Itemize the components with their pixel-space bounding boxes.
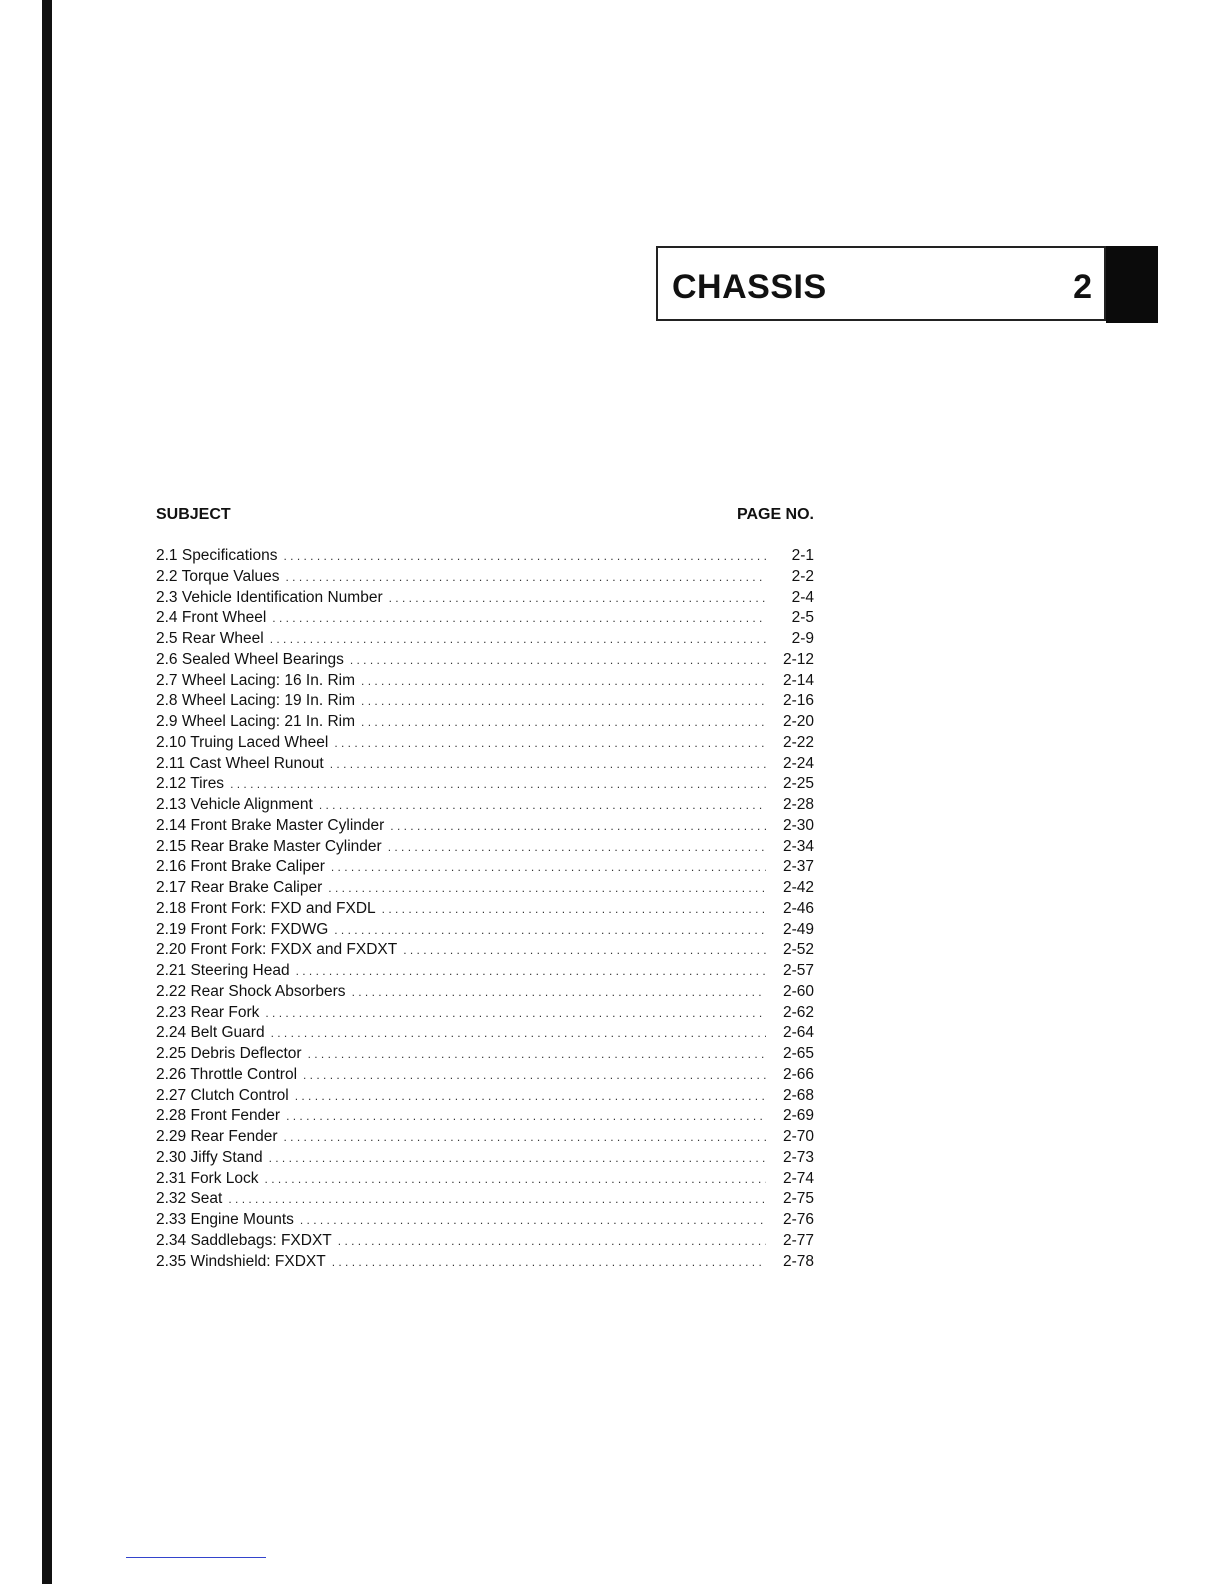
toc-entry-title: 2.28 Front Fender — [156, 1107, 281, 1125]
subject-header: SUBJECT — [156, 506, 231, 523]
toc-entry[interactable] — [156, 1127, 814, 1148]
dot-leader — [389, 588, 766, 609]
toc-entry[interactable] — [156, 629, 814, 650]
binding-edge — [42, 0, 52, 1584]
toc-entry-title: 2.14 Front Brake Master Cylinder — [156, 816, 385, 834]
toc-entry-page: 2-70 — [782, 1128, 814, 1145]
toc-entry[interactable] — [156, 920, 814, 941]
chapter-number: 2 — [1073, 268, 1092, 306]
toc-entry-page: 2-76 — [782, 1211, 814, 1228]
toc-entry[interactable] — [156, 1189, 814, 1210]
toc-entry-page: 2-1 — [791, 547, 814, 564]
toc-entry-page: 2-52 — [782, 941, 814, 959]
toc-entry-title: 2.23 Rear Fork — [156, 1003, 260, 1021]
toc-entry-title: 2.30 Jiffy Stand — [156, 1148, 263, 1166]
dot-leader — [286, 1106, 766, 1127]
dot-leader — [270, 629, 766, 650]
toc-entry-page: 2-14 — [782, 671, 814, 689]
toc-entry-page: 2-62 — [782, 1003, 814, 1021]
dot-leader — [328, 878, 766, 899]
dot-leader — [296, 961, 766, 982]
toc-entry-title: 2.27 Clutch Control — [156, 1086, 289, 1104]
toc-entry-title: 2.12 Tires — [156, 775, 225, 793]
dot-leader — [272, 608, 766, 629]
dot-leader — [300, 1210, 766, 1231]
toc-entry[interactable] — [156, 1023, 814, 1044]
toc-entry-title: 2.10 Truing Laced Wheel — [156, 733, 329, 751]
dot-leader — [303, 1065, 766, 1086]
toc-entry-title: 2.22 Rear Shock Absorbers — [156, 982, 346, 1000]
toc-entry-page: 2-5 — [791, 609, 814, 627]
toc-entry[interactable] — [156, 546, 814, 567]
toc-entry-title: 2.20 Front Fork: FXDX and FXDXT — [156, 941, 398, 959]
toc-entry-title: 2.26 Throttle Control — [156, 1065, 298, 1083]
toc-entry[interactable] — [156, 774, 814, 795]
toc-entry[interactable] — [156, 671, 814, 692]
toc-entry[interactable] — [156, 1065, 814, 1086]
toc-entry-title: 2.24 Belt Guard — [156, 1024, 265, 1042]
toc-entry-title: 2.15 Rear Brake Master Cylinder — [156, 837, 382, 855]
dot-leader — [330, 754, 766, 775]
toc-entry[interactable] — [156, 1148, 814, 1169]
toc-entry-page: 2-30 — [782, 816, 814, 834]
toc-entry[interactable] — [156, 588, 814, 609]
toc-entry-page: 2-78 — [782, 1252, 814, 1270]
toc-entry[interactable] — [156, 1086, 814, 1107]
toc-entry[interactable] — [156, 878, 814, 899]
dot-leader — [338, 1231, 766, 1252]
chapter-thumb-tab — [1106, 246, 1158, 323]
toc-entry-page: 2-20 — [782, 713, 814, 730]
toc-entry-title: 2.33 Engine Mounts — [156, 1211, 294, 1228]
toc-entry-page: 2-60 — [782, 982, 814, 1000]
toc-entry-page: 2-49 — [782, 920, 814, 938]
dot-leader — [319, 795, 766, 816]
dot-leader — [269, 1148, 766, 1169]
dot-leader — [334, 920, 766, 941]
toc-entry-page: 2-25 — [782, 775, 814, 793]
table-of-contents — [156, 546, 814, 1272]
toc-entry-title: 2.31 Fork Lock — [156, 1169, 259, 1187]
toc-entry[interactable] — [156, 1210, 814, 1231]
dot-leader — [390, 816, 766, 837]
toc-entry-title: 2.16 Front Brake Caliper — [156, 858, 325, 876]
dot-leader — [332, 1252, 766, 1273]
toc-entry-title: 2.4 Front Wheel — [156, 609, 267, 627]
dot-leader — [388, 837, 766, 858]
dot-leader — [403, 940, 766, 961]
dot-leader — [361, 691, 766, 712]
toc-entry-page: 2-74 — [782, 1169, 814, 1187]
toc-entry-page: 2-37 — [782, 858, 814, 876]
toc-entry-page: 2-57 — [782, 962, 814, 979]
toc-entry[interactable] — [156, 1231, 814, 1252]
toc-entry-title: 2.11 Cast Wheel Runout — [156, 754, 324, 772]
toc-entry-title: 2.18 Front Fork: FXD and FXDL — [156, 899, 376, 917]
toc-entry[interactable] — [156, 961, 814, 982]
toc-entry-page: 2-69 — [782, 1107, 814, 1125]
toc-entry-page: 2-4 — [791, 588, 814, 606]
dot-leader — [284, 1127, 767, 1148]
toc-entry-title: 2.35 Windshield: FXDXT — [156, 1252, 326, 1270]
dot-leader — [265, 1169, 766, 1190]
dot-leader — [265, 1003, 766, 1024]
dot-leader — [308, 1044, 766, 1065]
toc-entry-page: 2-28 — [782, 796, 814, 813]
toc-entry-title: 2.29 Rear Fender — [156, 1128, 278, 1145]
toc-entry-title: 2.9 Wheel Lacing: 21 In. Rim — [156, 713, 356, 730]
toc-entry-page: 2-65 — [782, 1045, 814, 1062]
toc-entry-page: 2-34 — [782, 837, 814, 855]
dot-leader — [286, 567, 766, 588]
toc-entry-title: 2.6 Sealed Wheel Bearings — [156, 650, 344, 668]
toc-entry-page: 2-2 — [791, 567, 814, 585]
toc-entry-title: 2.13 Vehicle Alignment — [156, 796, 313, 813]
toc-entry[interactable] — [156, 816, 814, 837]
toc-entry-page: 2-42 — [782, 879, 814, 896]
toc-entry-page: 2-66 — [782, 1065, 814, 1083]
toc-entry[interactable] — [156, 940, 814, 961]
toc-entry-page: 2-75 — [782, 1190, 814, 1208]
toc-entry[interactable] — [156, 650, 814, 671]
toc-entry-title: 2.2 Torque Values — [156, 567, 280, 585]
dot-leader — [228, 1189, 766, 1210]
toc-entry[interactable] — [156, 1044, 814, 1065]
page-number-header: PAGE NO. — [736, 506, 814, 523]
toc-entry-title: 2.32 Seat — [156, 1190, 223, 1208]
toc-entry[interactable] — [156, 608, 814, 629]
chapter-heading-box — [656, 246, 1106, 321]
toc-entry-page: 2-12 — [782, 650, 814, 668]
toc-entry-page: 2-16 — [782, 692, 814, 710]
toc-entry[interactable] — [156, 1252, 814, 1273]
toc-entry-title: 2.7 Wheel Lacing: 16 In. Rim — [156, 671, 356, 689]
dot-leader — [284, 546, 767, 567]
toc-entry-title: 2.34 Saddlebags: FXDXT — [156, 1231, 332, 1249]
toc-entry[interactable] — [156, 1106, 814, 1127]
dot-leader — [382, 899, 766, 920]
toc-entry-page: 2-22 — [782, 733, 814, 751]
toc-entry-page: 2-24 — [782, 754, 814, 772]
toc-entry[interactable] — [156, 837, 814, 858]
dot-leader — [331, 857, 766, 878]
toc-entry[interactable] — [156, 795, 814, 816]
toc-entry-title: 2.5 Rear Wheel — [156, 630, 264, 647]
toc-entry[interactable] — [156, 567, 814, 588]
toc-entry[interactable] — [156, 1169, 814, 1190]
chapter-title: CHASSIS — [672, 268, 827, 306]
toc-entry[interactable] — [156, 754, 814, 775]
toc-entry[interactable] — [156, 733, 814, 754]
toc-entry-title: 2.17 Rear Brake Caliper — [156, 879, 323, 896]
dot-leader — [230, 774, 766, 795]
toc-entry-page: 2-68 — [782, 1086, 814, 1104]
toc-entry-title: 2.1 Specifications — [156, 547, 278, 564]
toc-entry-title: 2.3 Vehicle Identification Number — [156, 588, 383, 606]
toc-entry-title: 2.25 Debris Deflector — [156, 1045, 302, 1062]
dot-leader — [271, 1023, 766, 1044]
toc-entry-page: 2-77 — [782, 1231, 814, 1249]
toc-entry[interactable] — [156, 691, 814, 712]
toc-entry-title: 2.21 Steering Head — [156, 962, 290, 979]
toc-entry-title: 2.19 Front Fork: FXDWG — [156, 920, 329, 938]
dot-leader — [361, 712, 766, 733]
toc-entry-page: 2-9 — [791, 630, 814, 647]
dot-leader — [350, 650, 766, 671]
toc-entry[interactable] — [156, 1003, 814, 1024]
toc-entry-page: 2-64 — [782, 1024, 814, 1042]
footer-rule — [126, 1557, 266, 1558]
toc-entry[interactable] — [156, 712, 814, 733]
toc-entry-page: 2-73 — [782, 1148, 814, 1166]
dot-leader — [295, 1086, 766, 1107]
toc-entry-page: 2-46 — [782, 899, 814, 917]
dot-leader — [352, 982, 766, 1003]
toc-entry[interactable] — [156, 982, 814, 1003]
dot-leader — [361, 671, 766, 692]
toc-entry-title: 2.8 Wheel Lacing: 19 In. Rim — [156, 692, 356, 710]
toc-entry[interactable] — [156, 857, 814, 878]
toc-entry[interactable] — [156, 899, 814, 920]
dot-leader — [334, 733, 766, 754]
